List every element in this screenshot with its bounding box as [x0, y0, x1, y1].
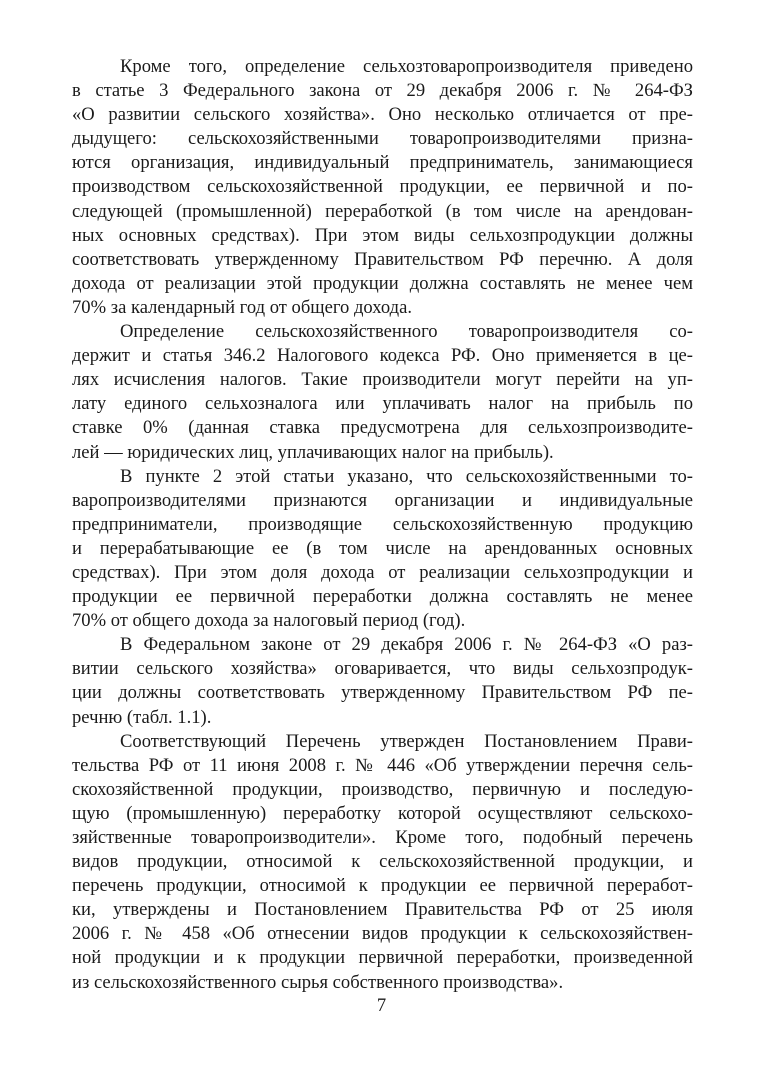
text-line: «О развитии сельского хозяйства». Оно несколько отличается от пре-: [72, 104, 693, 126]
text-line: ции должны соответствовать утвержденному Правительством РФ пе-: [72, 682, 693, 704]
text-line: производством сельскохозяйственной продукции, ее первичной и по-: [72, 176, 693, 198]
text-line: ставке 0% (данная ставка предусмотрена для сельхозпроизводите-: [72, 417, 693, 439]
text-line: 70% от общего дохода за налоговый период (год).: [72, 610, 466, 632]
text-line: из сельскохозяйственного сырья собственного производства».: [72, 971, 564, 993]
page-number: 7: [376, 995, 387, 1016]
text-line: следующей (промышленной) переработкой (в том числе на арендован-: [72, 200, 693, 222]
paragraph: [72, 55, 693, 320]
text-line: продукции ее первичной переработки должна составлять не менее: [72, 586, 693, 608]
text-line: тельства РФ от 11 июня 2008 г. № 446 «Об утверждении перечня сель-: [72, 754, 693, 776]
text-line: ки, утверждены и Постановлением Правительства РФ от 25 июля: [72, 899, 693, 921]
paragraph: [72, 730, 693, 995]
text-line: перечень продукции, относимой к продукции ее первичной переработ-: [72, 875, 693, 897]
text-line: дохода от реализации этой продукции должна составлять не менее чем: [72, 272, 693, 294]
text-line: В Федеральном законе от 29 декабря 2006 г. № 264-ФЗ «О раз-: [120, 634, 693, 656]
paragraph: [72, 633, 693, 729]
text-line: зяйственные товаропроизводители». Кроме того, подобный перечень: [72, 827, 693, 848]
text-line: ных основных средствах). При этом виды сельхозпродукции должны: [72, 224, 693, 246]
text-line: витии сельского хозяйства» оговаривается, что виды сельхозпродук-: [72, 658, 693, 680]
text-line: предприниматели, производящие сельскохозяйственную продукцию: [72, 513, 693, 535]
text-line: ной продукции и к продукции первичной переработки, произведенной: [72, 947, 693, 969]
text-line: соответствовать утвержденному Правительством РФ перечню. А доля: [72, 248, 693, 270]
body-text: [72, 55, 693, 995]
text-line: лей — юридических лиц, уплачивающих налог на прибыль).: [72, 441, 554, 463]
text-line: варопроизводителями признаются организации и индивидуальные: [72, 489, 693, 511]
text-line: 70% за календарный год от общего дохода.: [72, 296, 412, 318]
text-line: ются организация, индивидуальный предприниматель, занимающиеся: [72, 152, 693, 174]
text-line: речню (табл. 1.1).: [72, 706, 212, 728]
paragraph: [72, 320, 693, 465]
text-line: щую (промышленную) переработку которой осуществляют сельскохо-: [72, 802, 693, 824]
text-line: скохозяйственной продукции, производство, первичную и последую-: [72, 778, 693, 800]
text-line: видов продукции, относимой к сельскохозяйственной продукции, и: [72, 851, 693, 873]
text-line: и перерабатывающие ее (в том числе на арендованных основных: [72, 537, 693, 559]
text-line: держит и статья 346.2 Налогового кодекса РФ. Оно применяется в це-: [72, 345, 693, 367]
text-line: в статье 3 Федерального закона от 29 декабря 2006 г. № 264-ФЗ: [72, 80, 693, 102]
text-line: Кроме того, определение сельхозтоваропроизводителя приведено: [120, 56, 693, 77]
text-line: В пункте 2 этой статьи указано, что сельскохозяйственными то-: [120, 465, 693, 487]
text-line: лях исчисления налогов. Такие производители могут перейти на уп-: [72, 369, 693, 391]
text-line: средствах). При этом доля дохода от реализации сельхозпродукции и: [72, 561, 693, 583]
text-line: Соответствующий Перечень утвержден Постановлением Прави-: [120, 730, 693, 752]
text-line: 2006 г. № 458 «Об отнесении видов продукции к сельскохозяйствен-: [72, 923, 693, 945]
text-line: Определение сельскохозяйственного товаропроизводителя со-: [120, 321, 693, 343]
text-line: лату единого сельхозналога или уплачивать налог на прибыль по: [72, 393, 693, 415]
text-line: дыдущего: сельскохозяйственными товаропроизводителями призна-: [72, 128, 693, 150]
paragraph: [72, 465, 693, 634]
